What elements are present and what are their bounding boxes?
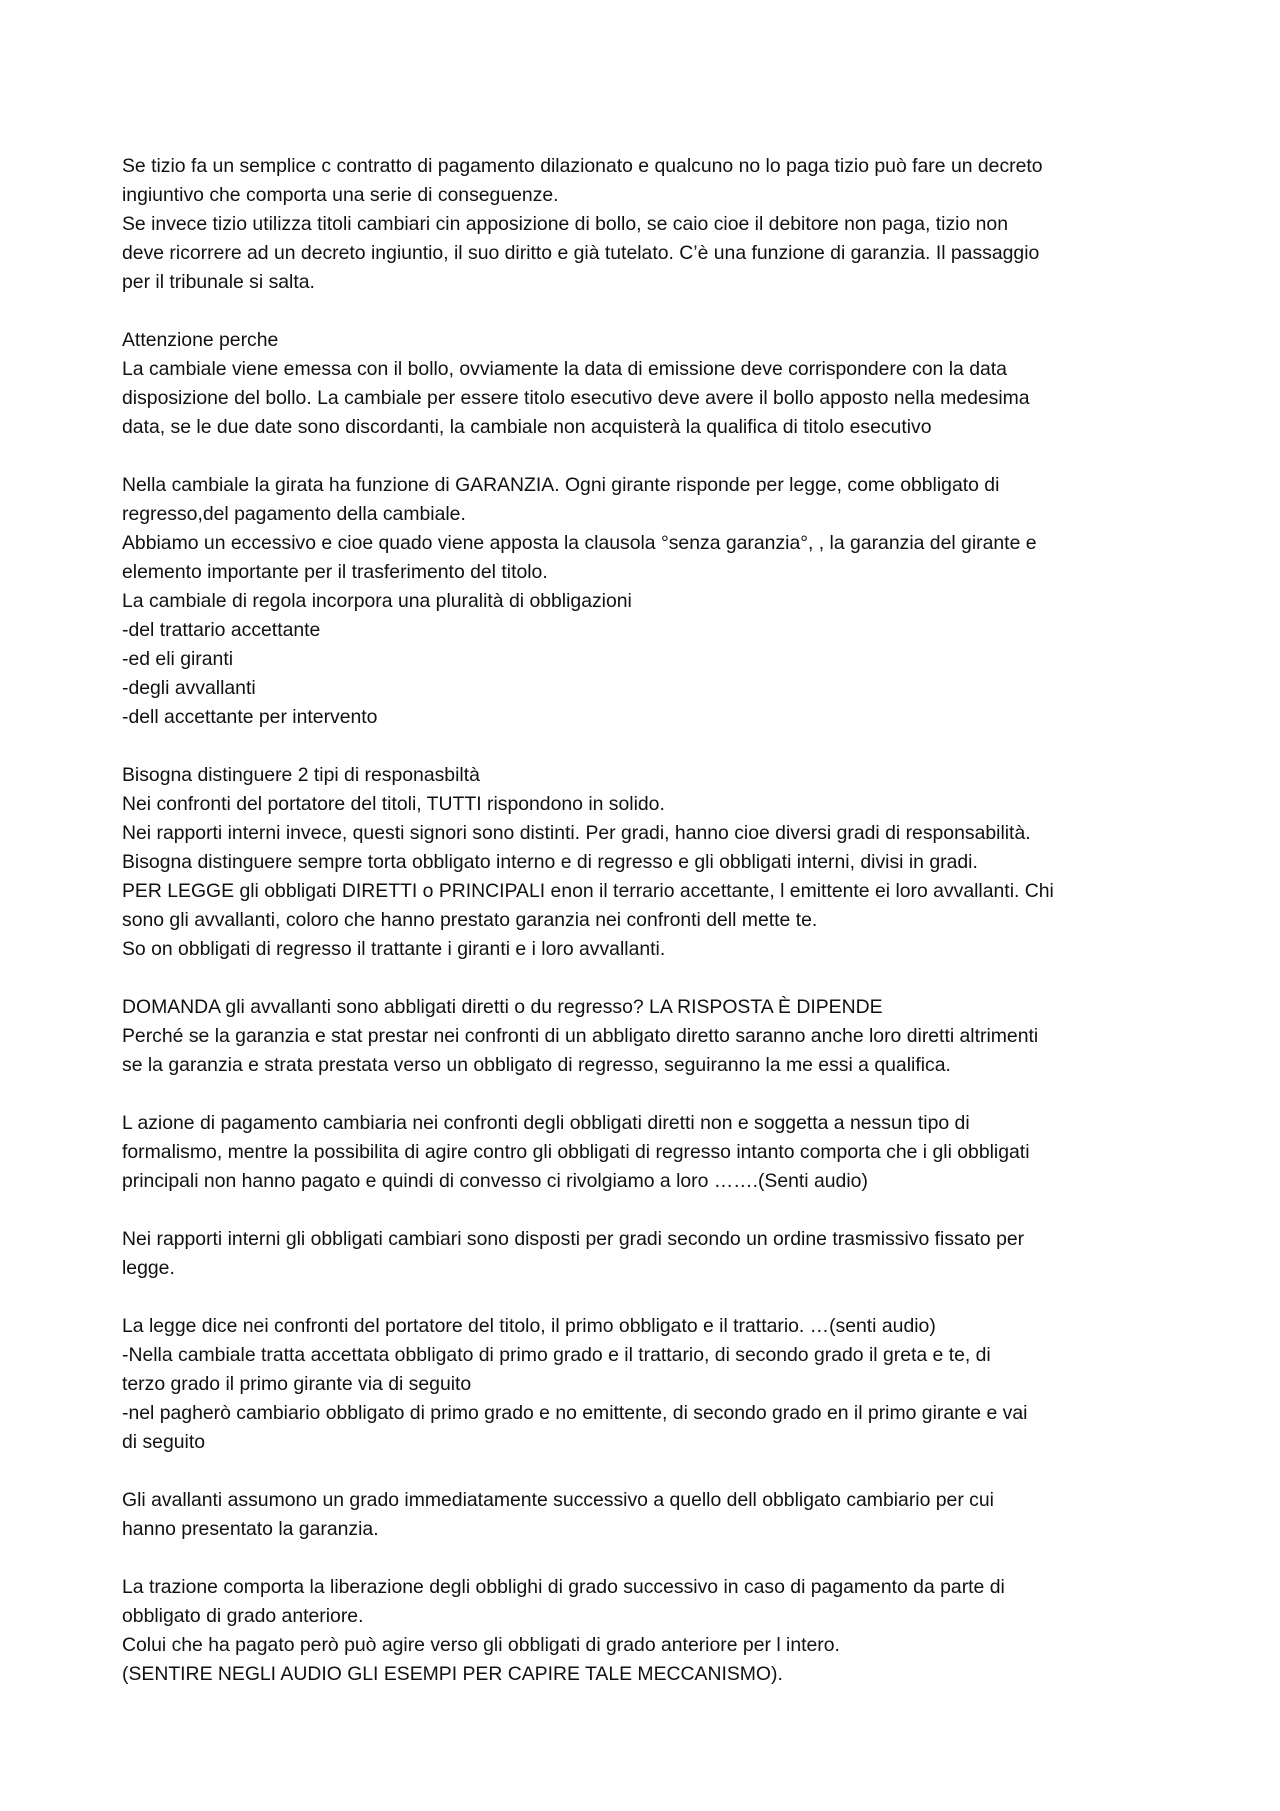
text-line: -del trattario accettante [122,619,321,641]
text-line: La legge dice nei confronti del portatore del titolo, il primo obbligato e il trattario. …(senti audio) [122,1315,936,1337]
text-line: L azione di pagamento cambiaria nei confronti degli obbligati diretti non e soggetta a nessun tipo di [122,1112,970,1134]
text-line: se la garanzia e strata prestata verso un obbligato di regresso, seguiranno la me essi a qualifica. [122,1054,951,1076]
text-line: -ed eli giranti [122,648,234,670]
text-line: Bisogna distinguere sempre torta obbligato interno e di regresso e gli obbligati interni, divisi in gradi. [122,851,978,873]
text-line: hanno presentato la garanzia. [122,1518,379,1540]
text-line: Abbiamo un eccessivo e cioe quado viene apposta la clausola °senza garanzia°, , la garanzia del girante e [122,532,1037,554]
text-line: (SENTIRE NEGLI AUDIO GLI ESEMPI PER CAPIRE TALE MECCANISMO). [122,1663,783,1685]
text-line: Se tizio fa un semplice c contratto di pagamento dilazionato e qualcuno no lo paga tizio può fare un decreto [122,155,1043,177]
paragraph [122,993,1172,1080]
text-line: obbligato di grado anteriore. [122,1605,364,1627]
text-line: terzo grado il primo girante via di seguito [122,1373,472,1395]
paragraph [122,471,1172,732]
paragraph [122,152,1172,297]
text-line: per il tribunale si salta. [122,271,315,293]
text-line: -nel pagherò cambiario obbligato di primo grado e no emittente, di secondo grado en il primo girante e vai [122,1402,1028,1424]
text-line: -Nella cambiale tratta accettata obbligato di primo grado e il trattario, di secondo grado il greta e te, di [122,1344,991,1366]
text-line: Gli avallanti assumono un grado immediatamente successivo a quello dell obbligato cambiario per cui [122,1489,994,1511]
text-line: regresso,del pagamento della cambiale. [122,503,466,525]
paragraph [122,1225,1172,1283]
text-line: Nei rapporti interni invece, questi signori sono distinti. Per gradi, hanno cioe diversi gradi di responsabilità. [122,822,1031,844]
paragraph [122,1109,1172,1196]
text-line: PER LEGGE gli obbligati DIRETTI o PRINCIPALI enon il terrario accettante, l emittente ei loro avvallanti. Chi [122,880,1054,902]
text-line: Bisogna distinguere 2 tipi di responasbiltà [122,764,480,786]
text-line: -dell accettante per intervento [122,706,378,728]
text-line: Nei confronti del portatore del titoli, TUTTI rispondono in solido. [122,793,665,815]
text-line: Se invece tizio utilizza titoli cambiari cin apposizione di bollo, se caio cioe il debitore non paga, tizio non [122,213,1009,235]
paragraph [122,761,1172,964]
text-line: principali non hanno pagato e quindi di convesso ci rivolgiamo a loro …….(Senti audio) [122,1170,868,1192]
text-line: La cambiale di regola incorpora una pluralità di obbligazioni [122,590,632,612]
text-line: deve ricorrere ad un decreto ingiuntio, il suo diritto e già tutelato. C’è una funzione di garanzia. Il passaggio [122,242,1040,264]
text-line: data, se le due date sono discordanti, la cambiale non acquisterà la qualifica di titolo esecutivo [122,416,932,438]
document-page [122,152,1172,1689]
paragraph [122,1573,1172,1689]
text-line: Perché se la garanzia e stat prestar nei confronti di un abbligato diretto saranno anche loro diretti altrimenti [122,1025,1039,1047]
text-line: disposizione del bollo. La cambiale per essere titolo esecutivo deve avere il bollo apposto nella medesima [122,387,1030,409]
text-line: sono gli avvallanti, coloro che hanno prestato garanzia nei confronti dell mette te. [122,909,818,931]
text-line: Attenzione perche [122,329,279,351]
text-line: Nei rapporti interni gli obbligati cambiari sono disposti per gradi secondo un ordine trasmissivo fissato per [122,1228,1025,1250]
text-line: So on obbligati di regresso il trattante i giranti e i loro avvallanti. [122,938,666,960]
text-line: Nella cambiale la girata ha funzione di GARANZIA. Ogni girante risponde per legge, come obbligato di [122,474,1000,496]
text-line: legge. [122,1257,175,1279]
text-line: Colui che ha pagato però può agire verso gli obbligati di grado anteriore per l intero. [122,1634,840,1656]
text-line: DOMANDA gli avvallanti sono abbligati diretti o du regresso? LA RISPOSTA È DIPENDE [122,996,883,1018]
paragraph [122,1486,1172,1544]
text-line: -degli avvallanti [122,677,256,699]
text-line: La cambiale viene emessa con il bollo, ovviamente la data di emissione deve corrispondere con la data [122,358,1007,380]
text-line: La trazione comporta la liberazione degli obblighi di grado successivo in caso di pagamento da parte di [122,1576,1005,1598]
text-line: ingiuntivo che comporta una serie di conseguenze. [122,184,559,206]
text-line: formalismo, mentre la possibilita di agire contro gli obbligati di regresso intanto comporta che i gli obbligati [122,1141,1030,1163]
paragraph [122,1312,1172,1457]
text-line: elemento importante per il trasferimento del titolo. [122,561,548,583]
paragraph [122,326,1172,442]
text-line: di seguito [122,1431,206,1453]
